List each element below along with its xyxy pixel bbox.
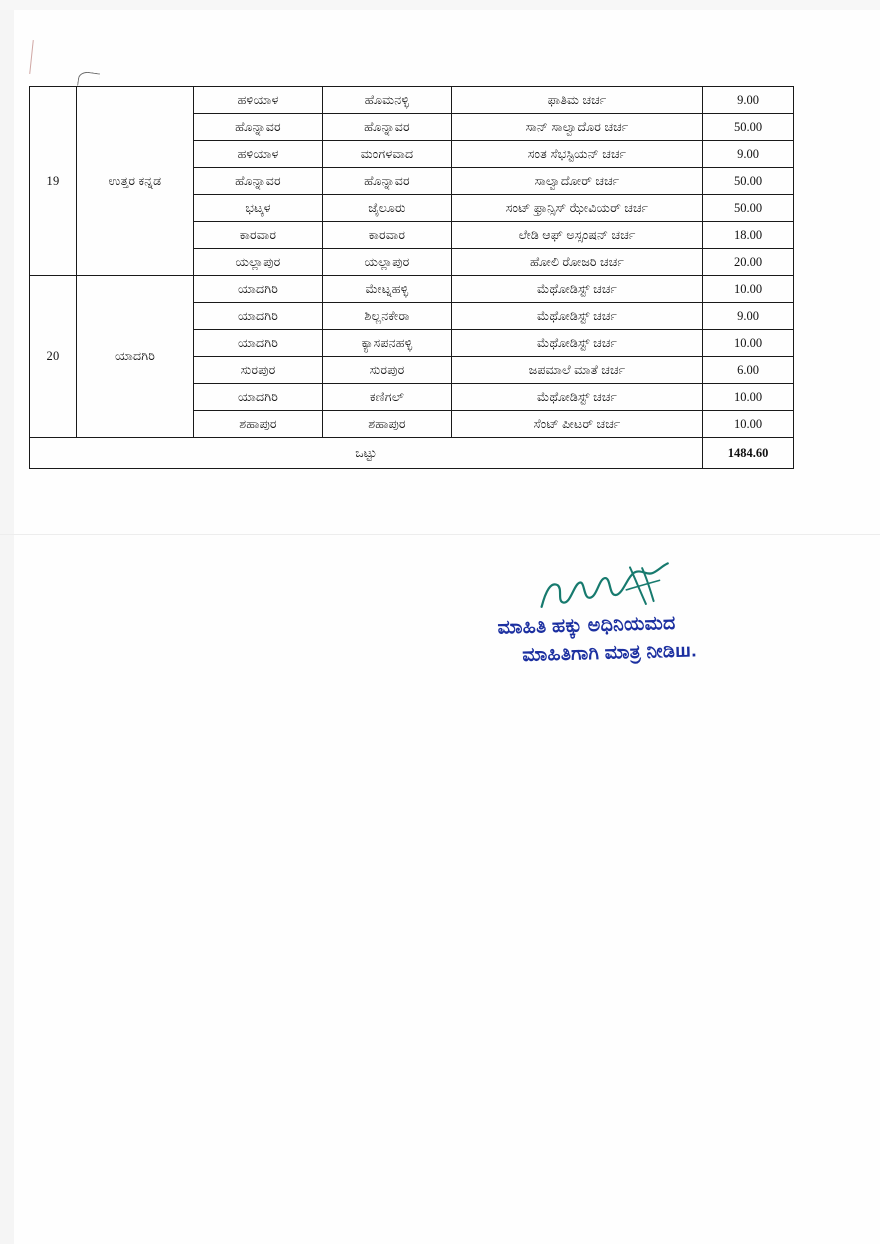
- cell-amount: 9.00: [703, 303, 794, 330]
- cell-amount: 10.00: [703, 276, 794, 303]
- cell-taluk: ಹೊನ್ನಾವರ: [194, 114, 323, 141]
- cell-taluk: ಹಳಿಯಾಳ: [194, 141, 323, 168]
- cell-taluk: ಹಳಿಯಾಳ: [194, 87, 323, 114]
- scan-seam: [0, 534, 880, 535]
- margin-pen-mark: [29, 40, 34, 74]
- cell-taluk: ಕಾರವಾರ: [194, 222, 323, 249]
- cell-church-name: ಸೆಂಟ್ ಪೀಟರ್ ಚರ್ಚ: [452, 411, 703, 438]
- cell-church-name: ಸಂತ ಸೆಭಸ್ಟಿಯನ್ ಚರ್ಚ: [452, 141, 703, 168]
- cell-church-name: ಸಾಲ್ವಾದೋರ್ ಚರ್ಚ: [452, 168, 703, 195]
- cell-taluk: ಯಾದಗಿರಿ: [194, 276, 323, 303]
- cell-church-name: ಜಪಮಾಲೆ ಮಾತೆ ಚರ್ಚ: [452, 357, 703, 384]
- cell-taluk: ಭಟ್ಕಳ: [194, 195, 323, 222]
- cell-church-name: ಫಾತಿಮ ಚರ್ಚ: [452, 87, 703, 114]
- handwritten-signature: [534, 559, 678, 617]
- cell-taluk: ಯಾದಗಿರಿ: [194, 384, 323, 411]
- cell-church-name: ಮೆಥೋಡಿಸ್ಟ್ ಚರ್ಚ: [452, 330, 703, 357]
- table-row: [30, 276, 794, 303]
- cell-place: ಸುರಪುರ: [323, 357, 452, 384]
- cell-amount: 9.00: [703, 141, 794, 168]
- church-grants-table: [29, 86, 794, 469]
- cell-district: ಉತ್ತರ ಕನ್ನಡ: [77, 87, 194, 276]
- cell-place: ಕ್ಯಾಸಪನಹಳ್ಳಿ: [323, 330, 452, 357]
- cell-church-name: ಲೇಡಿ ಆಫ್ ಅಸ್ಸಂಷನ್ ಚರ್ಚ: [452, 222, 703, 249]
- cell-place: ಹೊನ್ನಾವರ: [323, 114, 452, 141]
- cell-place: ಜೈಲೂರು: [323, 195, 452, 222]
- cell-place: ಯಲ್ಲಾಪುರ: [323, 249, 452, 276]
- cell-amount: 10.00: [703, 411, 794, 438]
- cell-place: ಮಂಗಳವಾದ: [323, 141, 452, 168]
- cell-amount: 18.00: [703, 222, 794, 249]
- cell-place: ಹೊನ್ನಾವರ: [323, 168, 452, 195]
- cell-amount: 20.00: [703, 249, 794, 276]
- cell-church-name: ಹೋಲಿ ರೋಜರಿ ಚರ್ಚ: [452, 249, 703, 276]
- cell-amount: 50.00: [703, 195, 794, 222]
- cell-taluk: ಯಾದಗಿರಿ: [194, 330, 323, 357]
- scan-edge-left: [0, 0, 14, 1244]
- cell-place: ಕಾರವಾರ: [323, 222, 452, 249]
- cell-place: ಕಣಿಗಲ್: [323, 384, 452, 411]
- cell-taluk: ಯಾದಗಿರಿ: [194, 303, 323, 330]
- scan-edge-top: [0, 0, 880, 10]
- cell-amount: 50.00: [703, 168, 794, 195]
- cell-place: ಶಹಾಪುರ: [323, 411, 452, 438]
- cell-amount: 6.00: [703, 357, 794, 384]
- cell-sl-no: 20: [30, 276, 77, 438]
- cell-district: ಯಾದಗಿರಿ: [77, 276, 194, 438]
- cell-taluk: ಸುರಪುರ: [194, 357, 323, 384]
- cell-sl-no: 19: [30, 87, 77, 276]
- cell-amount: 9.00: [703, 87, 794, 114]
- cell-taluk: ಹೊನ್ನಾವರ: [194, 168, 323, 195]
- cell-church-name: ಸಾನ್ ಸಾಲ್ವಾದೊರ ಚರ್ಚ: [452, 114, 703, 141]
- total-label: ಒಟ್ಟು: [30, 438, 703, 469]
- cell-amount: 50.00: [703, 114, 794, 141]
- cell-taluk: ಯಲ್ಲಾಪುರ: [194, 249, 323, 276]
- cell-church-name: ಮೆಥೋಡಿಸ್ಟ್ ಚರ್ಚ: [452, 276, 703, 303]
- table-row: [30, 87, 794, 114]
- cell-place: ಹೊಮನಳ್ಳಿ: [323, 87, 452, 114]
- cell-church-name: ಮೆಥೋಡಿಸ್ಟ್ ಚರ್ಚ: [452, 303, 703, 330]
- cell-amount: 10.00: [703, 330, 794, 357]
- total-value: 1484.60: [703, 438, 794, 469]
- stamp-line-1: ಮಾಹಿತಿ ಹಕ್ಕು ಅಧಿನಿಯಮದ: [497, 612, 676, 639]
- cell-place: ಮೇಟ್ನಹಳ್ಳಿ: [323, 276, 452, 303]
- stamp-line-2: ಮಾಹಿತಿಗಾಗಿ ಮಾತ್ರ ನೀಡಿш.: [522, 640, 698, 666]
- table-total-row: [30, 438, 794, 469]
- cell-taluk: ಶಹಾಪುರ: [194, 411, 323, 438]
- cell-church-name: ಮೆಥೋಡಿಸ್ಟ್ ಚರ್ಚ: [452, 384, 703, 411]
- cell-place: ಶಿಲ್ಲನಕೇರಾ: [323, 303, 452, 330]
- cell-church-name: ಸಂಟ್ ಫ್ರಾನ್ಸಿಸ್ ಝೇವಿಯರ್ ಚರ್ಚ: [452, 195, 703, 222]
- cell-amount: 10.00: [703, 384, 794, 411]
- rti-stamp: [497, 609, 697, 670]
